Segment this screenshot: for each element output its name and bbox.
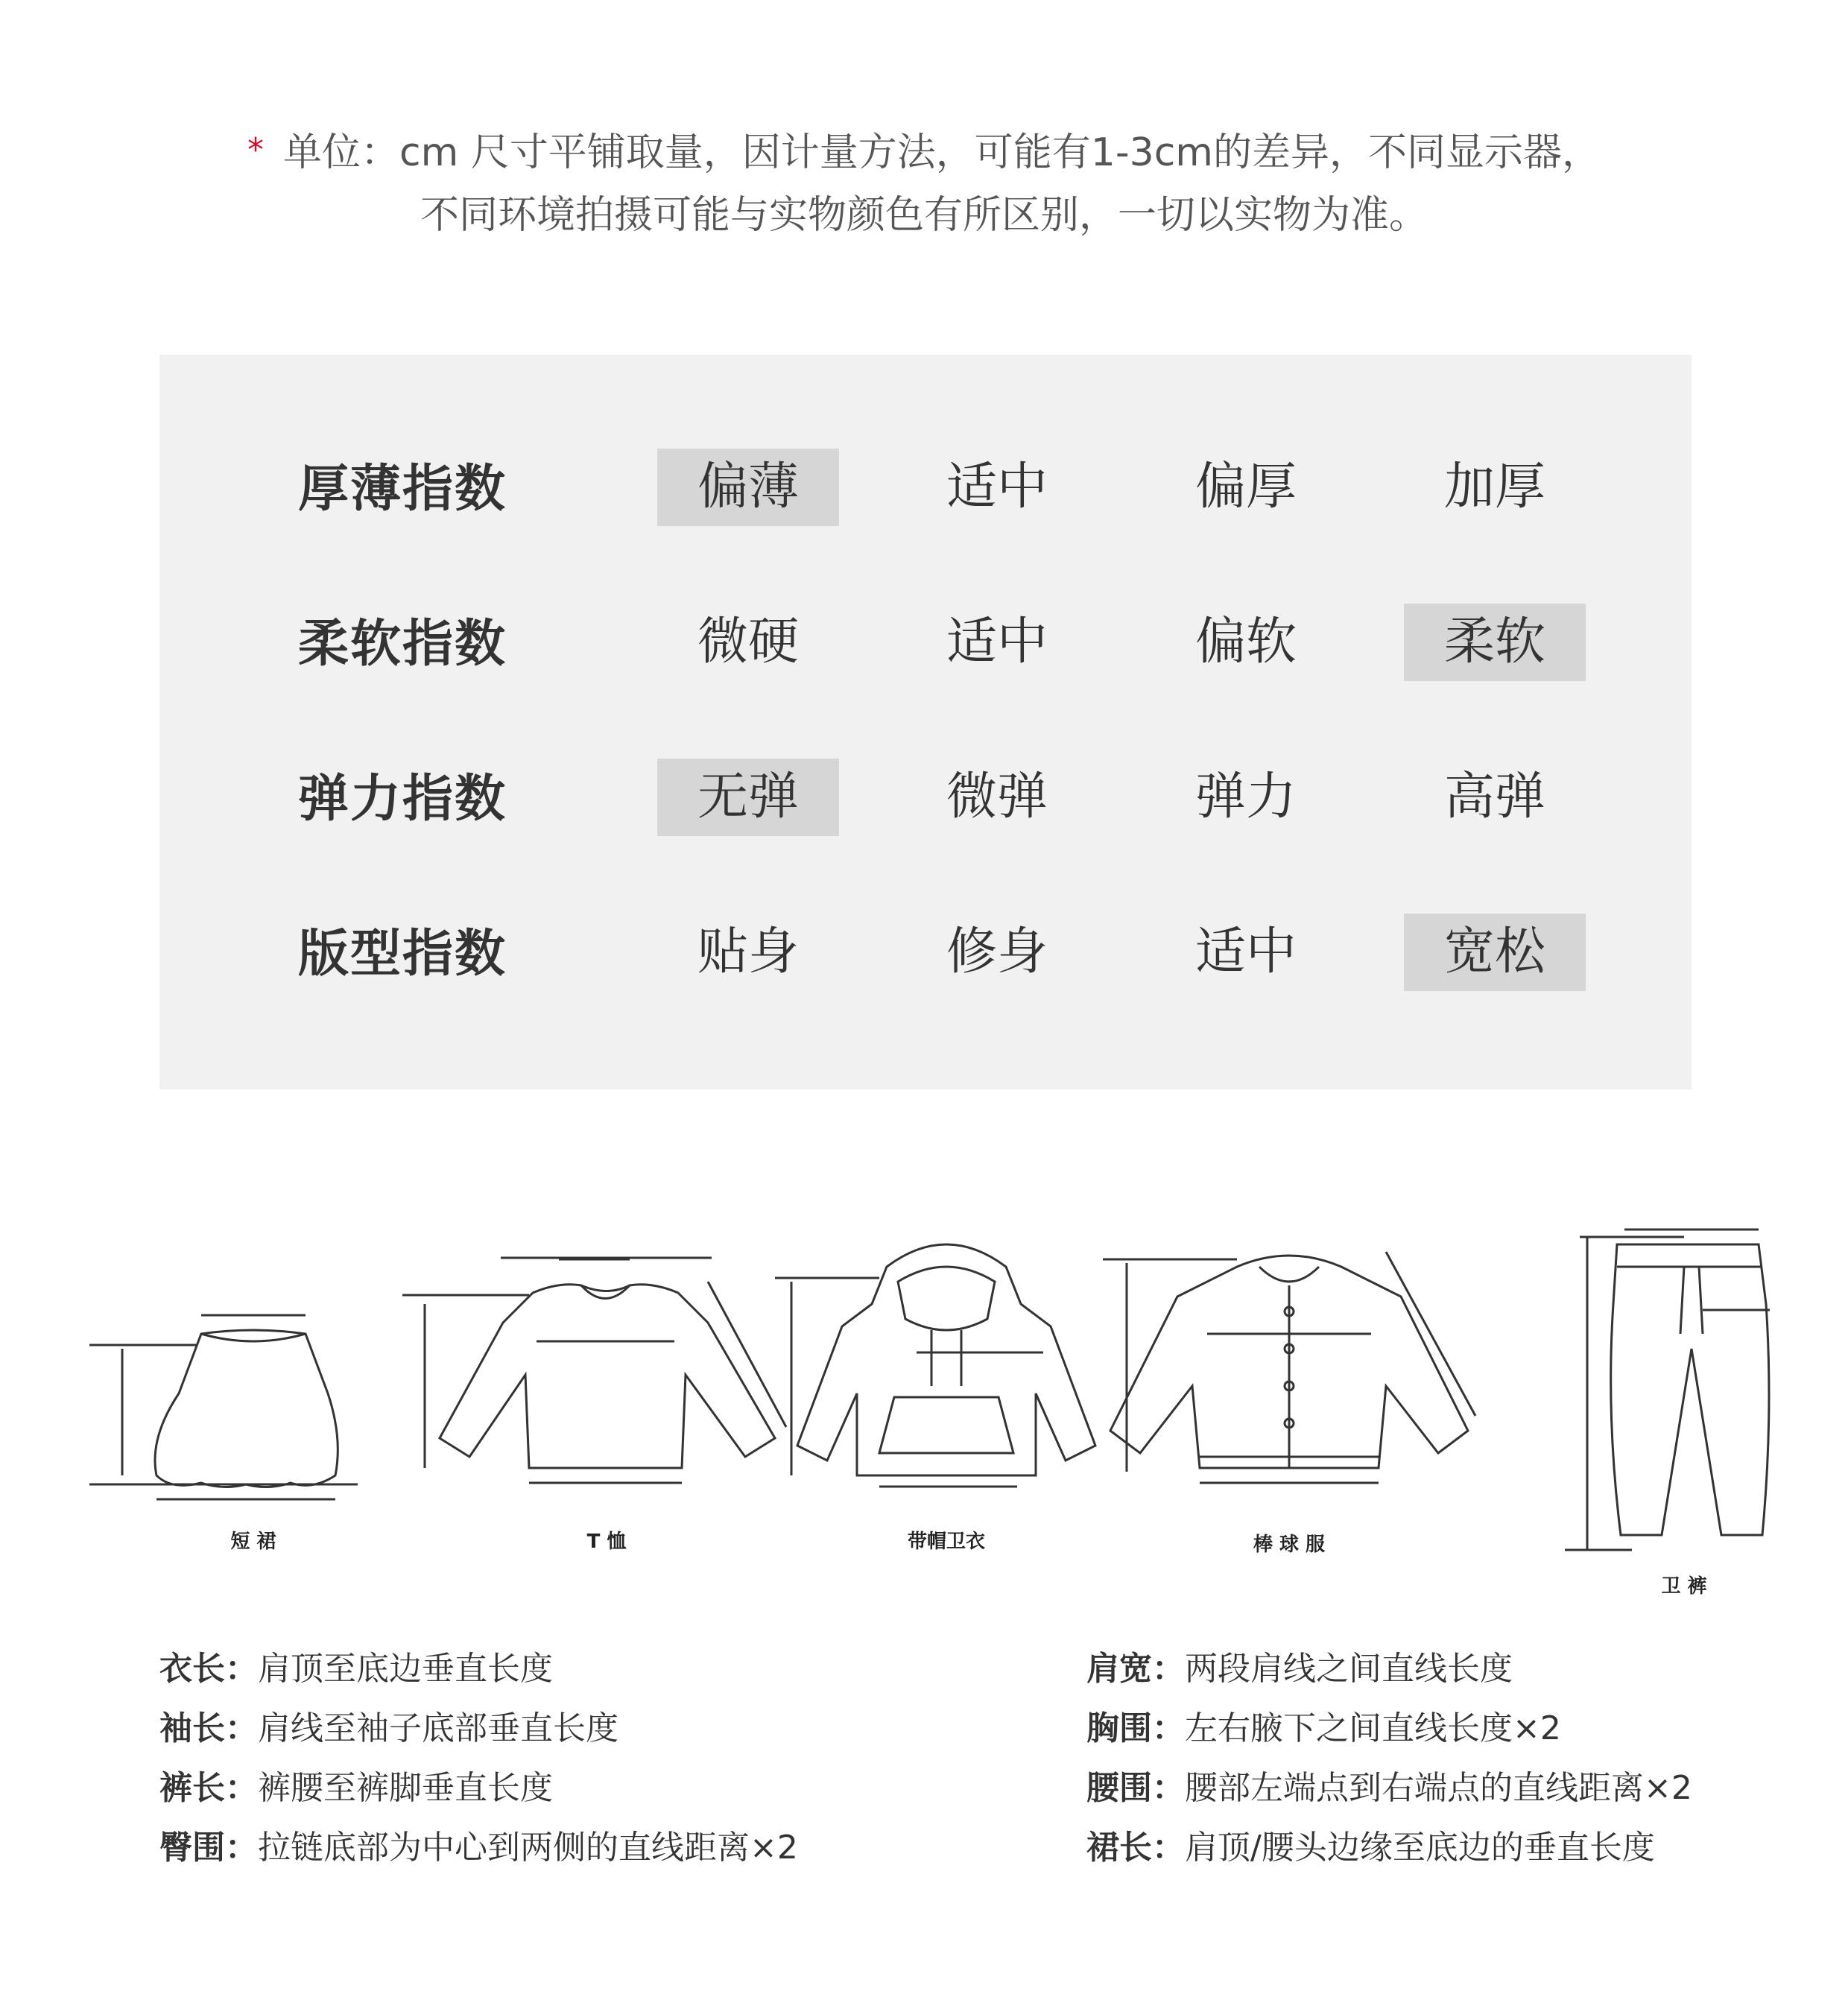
skirt-icon	[89, 1315, 358, 1499]
index-option: 适中	[946, 613, 1048, 671]
index-option: 偏薄	[657, 449, 839, 526]
definition-desc: 两段肩线之间直线长度	[1185, 1650, 1513, 1688]
definition-term: 臀围：	[159, 1829, 258, 1867]
index-option: 无弹	[657, 759, 839, 836]
index-option: 偏厚	[1194, 458, 1297, 516]
figure-caption: 带帽卫衣	[907, 1531, 985, 1553]
index-label: 厚薄指数	[298, 460, 507, 519]
index-option: 弹力	[1194, 768, 1297, 826]
definition-item	[1086, 1639, 1692, 1699]
joggers-icon	[1565, 1230, 1770, 1550]
index-option: 柔软	[1404, 604, 1586, 681]
figure-caption: 短 裙	[230, 1531, 276, 1553]
index-option: 修身	[946, 923, 1048, 981]
definitions-right	[1086, 1639, 1692, 1878]
notice-line-1	[0, 119, 1848, 184]
figure-caption: T 恤	[586, 1531, 627, 1553]
definition-item	[1086, 1699, 1692, 1759]
definition-term: 肩宽：	[1086, 1650, 1185, 1688]
definition-desc: 左右腋下之间直线长度×2	[1185, 1709, 1561, 1747]
index-option: 加厚	[1443, 458, 1545, 516]
index-option: 适中	[1194, 923, 1297, 981]
measurement-notice	[0, 119, 1848, 247]
definition-term: 腰围：	[1086, 1769, 1185, 1807]
t-shirt-icon	[402, 1258, 786, 1483]
index-label: 版型指数	[298, 925, 507, 984]
index-option: 偏软	[1194, 613, 1297, 671]
definition-term: 裙长：	[1086, 1829, 1185, 1867]
index-row-softness	[159, 604, 1692, 686]
index-row-thickness	[159, 449, 1692, 531]
notice-text-1: 单位：cm 尺寸平铺取量，因计量方法，可能有1-3cm的差异，不同显示器，	[283, 130, 1601, 175]
definitions-left	[159, 1639, 798, 1878]
definition-term: 袖长：	[159, 1709, 258, 1747]
definition-term: 裤长：	[159, 1769, 258, 1807]
index-option: 微弹	[946, 768, 1048, 826]
definition-item	[1086, 1818, 1692, 1878]
figure-caption: 卫 裤	[1661, 1575, 1707, 1598]
definition-desc: 腰部左端点到右端点的直线距离×2	[1185, 1769, 1692, 1807]
definition-term: 衣长：	[159, 1650, 258, 1688]
index-option: 适中	[946, 458, 1048, 516]
index-option: 宽松	[1404, 914, 1586, 991]
hoodie-icon	[775, 1244, 1095, 1487]
fabric-index-panel	[159, 355, 1692, 1089]
index-label: 柔软指数	[298, 615, 507, 674]
notice-line-2: 不同环境拍摄可能与实物颜色有所区别，一切以实物为准。	[420, 193, 1428, 238]
definition-item	[159, 1818, 798, 1878]
garment-measurement-diagrams	[75, 1192, 1788, 1610]
definition-desc: 拉链底部为中心到两侧的直线距离×2	[258, 1829, 798, 1867]
index-option: 贴身	[697, 923, 799, 981]
index-label: 弹力指数	[298, 770, 507, 829]
index-option: 高弹	[1443, 768, 1545, 826]
baseball-jacket-icon	[1103, 1252, 1475, 1483]
figure-caption: 棒 球 服	[1253, 1534, 1326, 1556]
definition-item	[159, 1699, 798, 1759]
definition-term: 胸围：	[1086, 1709, 1185, 1747]
index-row-fit	[159, 914, 1692, 996]
definition-desc: 肩顶/腰头边缘至底边的垂直长度	[1185, 1829, 1655, 1867]
index-option: 微硬	[697, 613, 799, 671]
definition-desc: 肩顶至底边垂直长度	[258, 1650, 553, 1688]
definition-desc: 裤腰至裤脚垂直长度	[258, 1769, 553, 1807]
definition-desc: 肩线至袖子底部垂直长度	[258, 1709, 618, 1747]
definition-item	[159, 1639, 798, 1699]
asterisk-icon: *	[247, 131, 265, 169]
index-row-elasticity	[159, 759, 1692, 841]
definition-item	[1086, 1759, 1692, 1818]
definition-item	[159, 1759, 798, 1818]
